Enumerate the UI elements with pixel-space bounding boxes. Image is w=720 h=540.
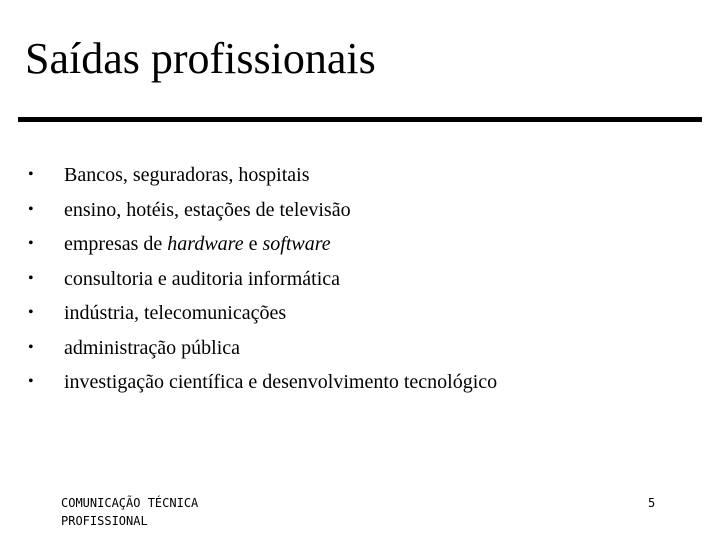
bullet-text-italic: hardware xyxy=(167,233,244,255)
slide-title: Saídas profissionais xyxy=(25,34,376,83)
bullet-text-run: investigação científica e desenvolvimento tecnológico xyxy=(64,371,498,393)
bullet-text-run: administração pública xyxy=(64,336,241,359)
bullet-text xyxy=(64,158,310,193)
bullet-icon: • xyxy=(28,235,34,252)
bullet-text-run: indústria, telecomunicações xyxy=(64,302,287,324)
bullet-text-run: Bancos, seguradoras, hospitais xyxy=(64,164,310,186)
title-divider xyxy=(18,117,702,122)
bullet-text xyxy=(64,262,340,297)
bullet-icon: • xyxy=(28,304,34,321)
bullet-icon: • xyxy=(28,338,34,356)
bullet-text-italic: software xyxy=(262,233,331,255)
bullet-icon: • xyxy=(28,373,34,390)
bullet-icon: • xyxy=(28,269,34,287)
bullet-text-run: ensino, hotéis, estações de televisão xyxy=(64,198,351,221)
bullet-text-run: consultoria e auditoria informática xyxy=(64,267,341,290)
bullet-text xyxy=(64,193,351,228)
footer-course-name: COMUNICAÇÃO TÉCNICA PROFISSIONAL xyxy=(61,496,199,528)
bullet-text-run: e xyxy=(243,233,263,255)
bullet-text xyxy=(64,331,240,366)
bullet-text xyxy=(64,365,497,400)
bullet-text-run: empresas de xyxy=(64,233,168,255)
bullet-icon: • xyxy=(28,166,34,183)
bullet-text xyxy=(64,227,331,262)
bullet-icon: • xyxy=(28,200,34,218)
bullet-text xyxy=(64,296,286,331)
page-number: 5 xyxy=(648,496,656,510)
